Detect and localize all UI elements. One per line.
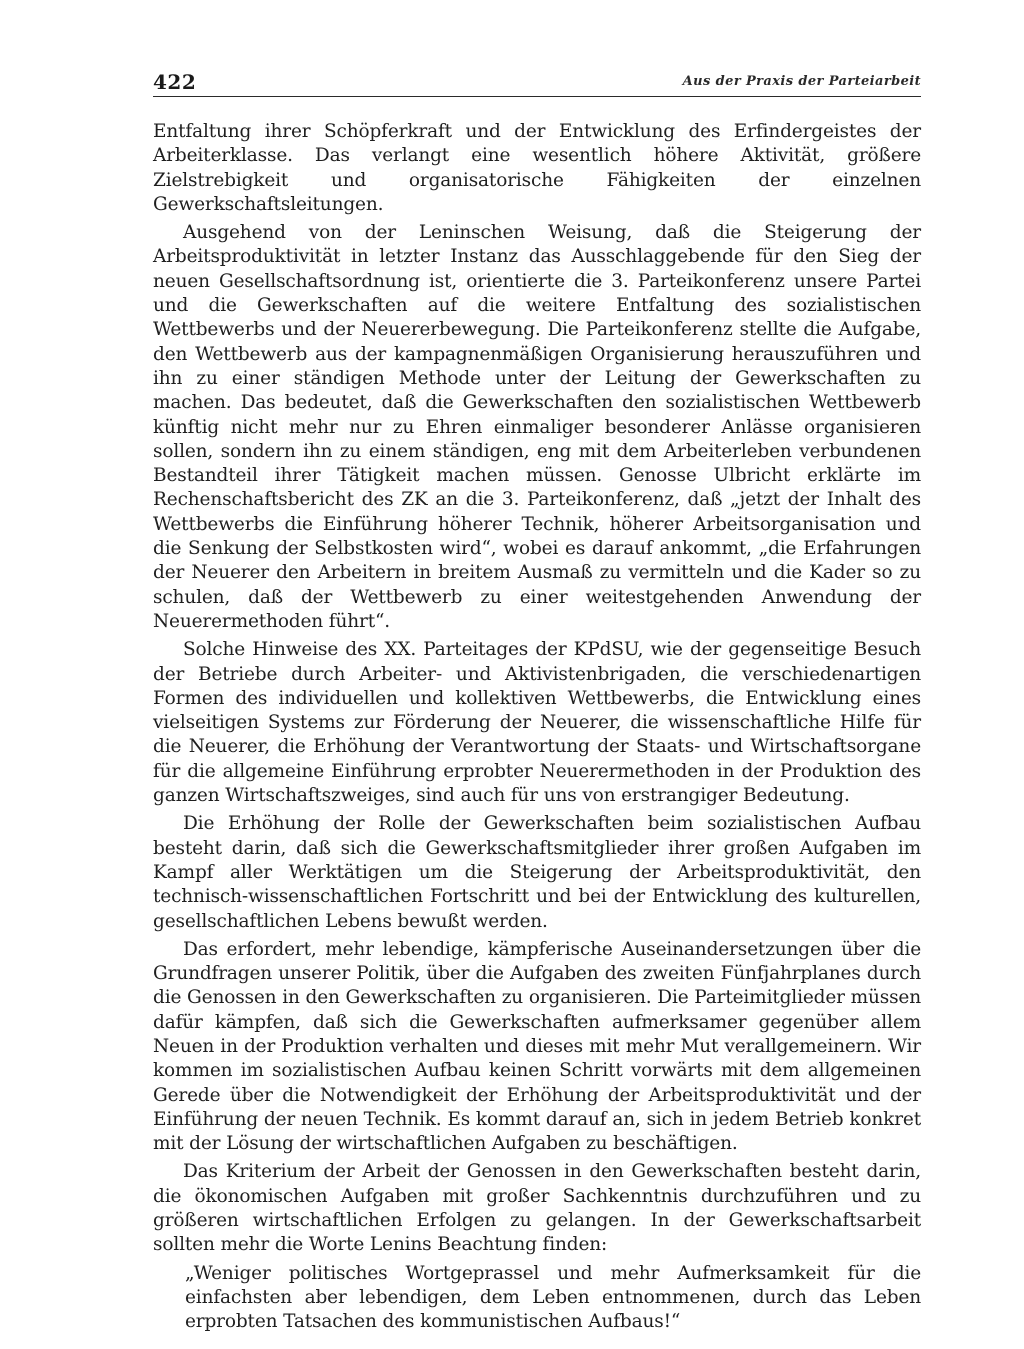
lenin-quote: „Weniger politisches Wortgeprassel und mehr Aufmerksamkeit für die einfachsten aber lebendigen, dem Leben entnommenen, durch das Leben erprobten Tatsachen des kommunistischen Aufbaus!“	[185, 1262, 921, 1333]
paragraph: Die Erhöhung der Rolle der Gewerkschaften beim sozialistischen Aufbau besteht darin, daß sich die Gewerkschaftsmitglieder ihrer großen Aufgaben im Kampf aller Werktätigen um die Steigerung der Arbeitsproduktivität, den technisch-wissenschaftlichen Fortschritt und bei der Entwicklung des kulturellen, gesellschaftlichen Lebens bewußt werden.	[153, 813, 921, 932]
running-title: Aus der Praxis der Parteiarbeit	[682, 74, 921, 89]
paragraph: Das Kriterium der Arbeit der Genossen in den Gewerkschaften besteht darin, die ökonomischen Aufgaben mit großer Sachkenntnis durchzuführen und zu größeren wirtschaftlichen Erfolgen zu gelangen. In der Gewerkschaftsarbeit sollten mehr die Worte Lenins Beachtung finden:	[153, 1161, 921, 1256]
paragraph: Entfaltung ihrer Schöpferkraft und der Entwicklung des Erfindergeistes der Arbeiterklasse. Das verlangt eine wesentlich höhere Aktivität, größere Zielstrebigkeit und organisatorische Fähigkeiten der einzelnen Gewerkschaftsleitungen.	[153, 121, 921, 215]
paragraph: Solche Hinweise des XX. Parteitages der KPdSU, wie der gegenseitige Besuch der Betriebe durch Arbeiter- und Aktivistenbrigaden, die verschiedenartigen Formen des individuellen und kollektiven Wettbewerbs, die Entwicklung eines vielseitigen Systems zur Förderung der Neuerer, die wissenschaftliche Hilfe für die Neuerer, die Erhöhung der Verantwortung der Staats- und Wirtschaftsorgane für die allgemeine Einführung erprobter Neuerermethoden in der Produktion des ganzen Wirtschaftszweiges, sind auch für uns von erstrangiger Bedeutung.	[153, 639, 921, 807]
page-header	[153, 70, 921, 97]
paragraph: Das erfordert, mehr lebendige, kämpferische Auseinandersetzungen über die Grundfragen unserer Politik, über die Aufgaben des zweiten Fünfjahrplanes durch die Genossen in den Gewerkschaften zu organisieren. Die Parteimitglieder müssen dafür kämpfen, daß sich die Gewerkschaften aufmerksamer gegenüber allem Neuen in der Produktion verhalten und dieses mit mehr Mut verallgemeinern. Wir kommen im sozialistischen Aufbau keinen Schritt vorwärts mit dem allgemeinen Gerede über die Notwendigkeit der Erhöhung der Arbeitsproduktivität und der Einführung der neuen Technik. Es kommt darauf an, sich in jedem Betrieb konkret mit der Lösung der wirtschaftlichen Aufgaben zu beschäftigen.	[153, 938, 921, 1155]
paragraph: Ausgehend von der Leninschen Weisung, daß die Steigerung der Arbeitsproduktivität in letzter Instanz das Ausschlaggebende für den Sieg der neuen Gesellschaftsordnung ist, orientierte die 3. Parteikonferenz unsere Partei und die Gewerkschaften auf die weitere Entfaltung des sozialistischen Wettbewerbs und der Neuererbewegung. Die Parteikonferenz stellte die Aufgabe, den Wettbewerb aus der kampagnenmäßigen Organisierung herauszuführen und ihn zu einer ständigen Methode unter der Leitung der Gewerkschaften zu machen. Das bedeutet, daß die Gewerkschaften den sozialistischen Wettbewerb künftig nicht mehr nur zu Ehren einmaliger besonderer Anlässe organisieren sollen, sondern ihn zu einem ständigen, eng mit dem Arbeiterleben verbundenen Bestandteil ihrer Tätigkeit machen müssen. Genosse Ulbricht erklärte im Rechenschaftsbericht des ZK an die 3. Parteikonferenz, daß „jetzt der Inhalt des Wettbewerbs die Einführung höherer Technik, höherer Arbeitsorganisation und die Senkung der Selbstkosten wird“, wobei es darauf ankommt, „die Erfahrungen der Neuerer den Arbeitern in breitem Ausmaß zu vermitteln und die Kader so zu schulen, daß der Wettbewerb zu einer weitestgehenden Anwendung der Neuerermethoden führt“.	[153, 222, 921, 632]
body-text	[153, 120, 921, 1335]
page-number: 422	[153, 70, 197, 94]
